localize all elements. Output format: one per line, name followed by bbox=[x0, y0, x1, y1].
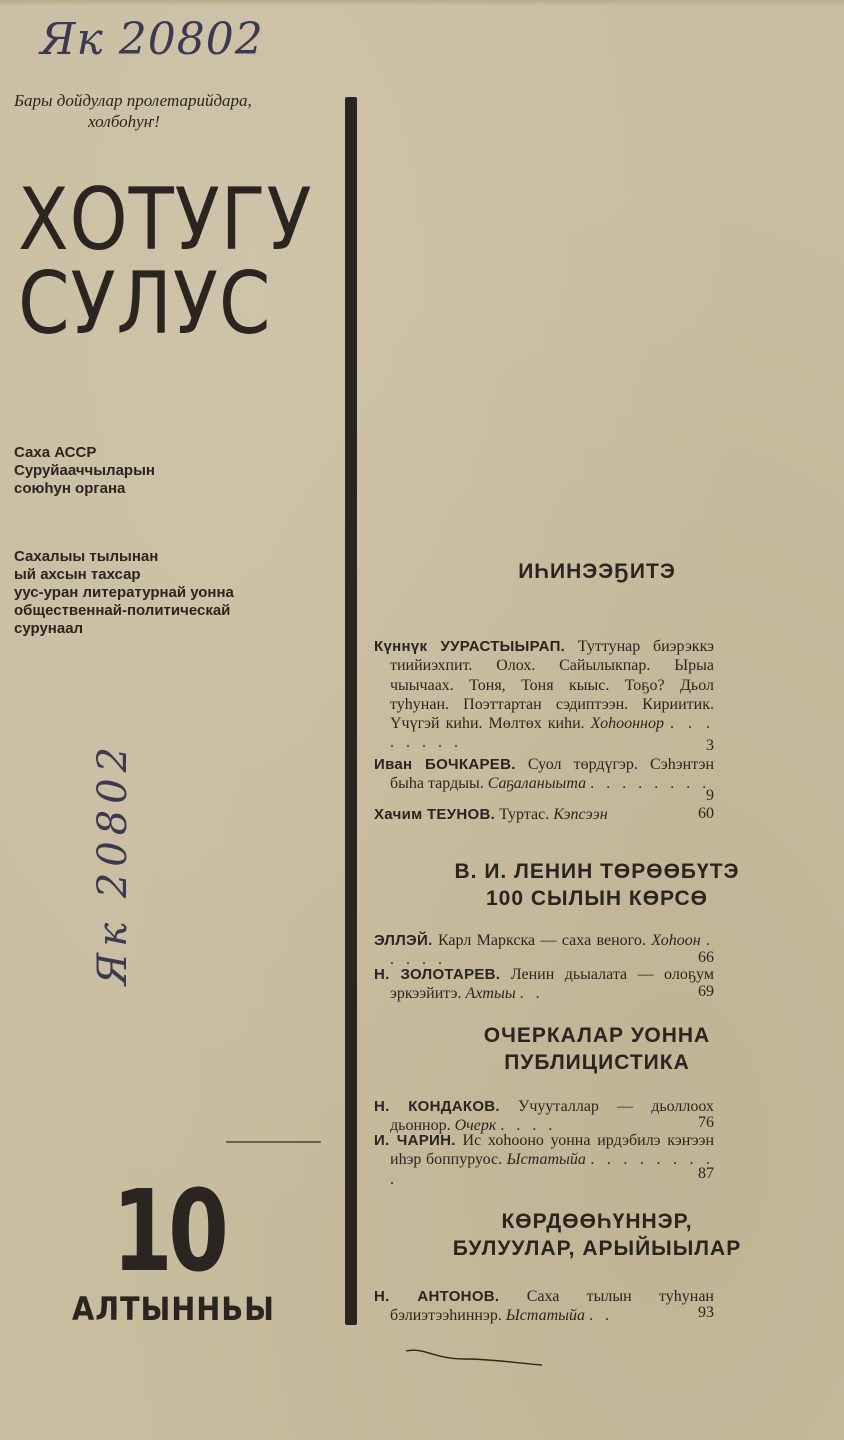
issue-number: 10 bbox=[112, 1167, 225, 1297]
description-line-3: уус-уран литературнай уонна bbox=[14, 584, 234, 601]
toc-heading-text: ИҺИНЭЭҔИТЭ bbox=[518, 560, 676, 583]
toc-entry-genre: Кэпсээн bbox=[553, 806, 608, 823]
magazine-title-line-1: ХОТУГУ bbox=[18, 170, 313, 270]
toc-entry-genre: Ахтыы bbox=[465, 985, 516, 1003]
toc-entry-text: Учууталлар — дьоллоох дьоннор. bbox=[390, 1098, 714, 1135]
toc-page-number: 93 bbox=[698, 1304, 714, 1321]
toc-entry-author: Н. КОНДАКОВ. bbox=[374, 1098, 500, 1115]
toc-entry-text: Ленин дьыалата — олоҕум эркээйитэ. bbox=[390, 966, 714, 1003]
description-line-5: сурунаал bbox=[14, 620, 84, 637]
toc-page-number: 9 bbox=[706, 787, 714, 804]
section-heading-line-2: ПУБЛИЦИСТИКА bbox=[504, 1051, 690, 1074]
toc-entry-body: Н. ЗОЛОТАРЕВ. Ленин дьыалата — олоҕум эркээйитэ. Ахтыы . . bbox=[374, 966, 714, 1003]
divider-dash bbox=[226, 1141, 321, 1143]
toc-page-number: 3 bbox=[706, 737, 714, 754]
toc-entry bbox=[374, 637, 714, 753]
section-heading-line-2: БУЛУУЛАР, АРЫЙЫЫЛАР bbox=[452, 1237, 742, 1260]
toc-entry-author: Н. АНТОНОВ. bbox=[374, 1288, 500, 1305]
paper-edge bbox=[0, 0, 844, 6]
toc-entry-genre: Саҕаланыыта bbox=[487, 775, 587, 793]
toc-entry-text: Туттунар биэрэккэ тиийиэхпит. Олох. Сайылыкпар. Ырыа чыычаах. Тоня, Тоня кыыс. Тоҕо? Дьол туһунан. Поэттартан сэдиптээн. Кириитик. Үчүгэй киһи. Мөлтөх киһи. bbox=[390, 638, 715, 733]
publisher-block bbox=[14, 444, 314, 498]
toc-entry-body bbox=[374, 805, 714, 824]
slogan bbox=[14, 90, 314, 132]
toc-entry-author: Хачим ТЕУНОВ. bbox=[374, 806, 496, 823]
toc-entry bbox=[374, 965, 714, 1004]
toc-entry-body: Н. КОНДАКОВ. Учууталлар — дьоллоох дьоннор. Очерк . . . . bbox=[374, 1098, 714, 1135]
toc-page-number: 87 bbox=[698, 1165, 714, 1182]
toc-entry-text: Ис хоһооно уонна ирдэбилэ кэҥээн иһэр боппуруос. bbox=[390, 1132, 715, 1169]
toc-entry-body: Күннүк УУРАСТЫЫРАП. Туттунар биэрэккэ тиийиэхпит. Олох. Сайылыкпар. Ырыа чыычаах. Тоня, Тоня кыыс. Тоҕо? Дьол туһунан. Поэттартан сэдиптээн. Кириитик. Үчүгэй киһи. Мөлтөх киһи. Хоһооннор . . . . . . . . bbox=[374, 638, 715, 752]
section-heading-line-1: КӨРДӨӨҺҮННЭР, bbox=[501, 1210, 693, 1233]
toc-entry-author: Иван БОЧКАРЕВ. bbox=[374, 756, 516, 773]
section-heading-reviews bbox=[362, 1208, 832, 1262]
toc-entry-text: Саха тылын туһунан бэлиэтээһиннэр. bbox=[390, 1288, 714, 1325]
section-heading-line-1: ОЧЕРКАЛАР УОННА bbox=[483, 1024, 711, 1047]
toc-entry bbox=[374, 1097, 714, 1136]
toc-entry-text: Карл Маркска — саха веного. bbox=[437, 932, 646, 949]
publisher-line-3: союһун органа bbox=[14, 480, 126, 497]
description-line-1: Сахалыы тылынан bbox=[14, 548, 159, 565]
toc-entry bbox=[374, 1131, 714, 1189]
publisher-line-2: Суруйааччыларын bbox=[14, 462, 155, 479]
section-heading-lenin bbox=[362, 858, 832, 912]
archive-number-handwritten: Як 20802 bbox=[40, 14, 264, 65]
toc-entry-body: Н. АНТОНОВ. Саха тылын туһунан бэлиэтээһиннэр. Ыстатыйа . . bbox=[374, 1288, 714, 1325]
toc-entry-author: И. ЧАРИН. bbox=[374, 1132, 456, 1149]
toc-heading bbox=[362, 558, 832, 585]
section-heading-line-2: 100 СЫЛЫН КӨРСӨ bbox=[485, 887, 709, 910]
toc-entry-author: Күннүк УУРАСТЫЫРАП. bbox=[374, 638, 566, 655]
slogan-line-2: холбоһуҥ! bbox=[88, 112, 160, 131]
section-heading-line-1: В. И. ЛЕНИН ТӨРӨӨБҮТЭ bbox=[454, 860, 740, 883]
toc-entry-genre: Хоһоон bbox=[651, 932, 701, 949]
toc-entry-text: Туртас. bbox=[499, 806, 550, 823]
toc-entry-genre: Ыстатыйа bbox=[505, 1307, 586, 1325]
magazine-title bbox=[18, 170, 313, 354]
magazine-description bbox=[14, 548, 334, 638]
toc-entry-body: Иван БОЧКАРЕВ. Суол төрдүгэр. Сэһэнтэн быһа тардыы. Саҕаланыыта . . . . . . . . bbox=[374, 756, 715, 793]
toc-page-number: 66 bbox=[698, 949, 714, 966]
toc-entry bbox=[374, 755, 714, 794]
toc-entry-genre: Ыстатыйа bbox=[506, 1151, 586, 1169]
section-heading-essays bbox=[362, 1022, 832, 1076]
ornament-flourish bbox=[404, 1345, 544, 1369]
description-line-2: ый ахсын тахсар bbox=[14, 566, 141, 583]
toc-entry-body: И. ЧАРИН. Ис хоһооно уонна ирдэбилэ кэҥээн иһэр боппуруос. Ыстатыйа . . . . . . . . . bbox=[374, 1132, 715, 1188]
toc-entry-text: Суол төрдүгэр. Сэһэнтэн быһа тардыы. bbox=[390, 756, 715, 793]
publisher-line-1: Саха АССР bbox=[14, 444, 97, 461]
toc-entry bbox=[374, 805, 714, 824]
toc-page-number: 76 bbox=[698, 1114, 714, 1131]
magazine-title-line-2: СУЛУС bbox=[18, 254, 272, 354]
archive-number-vertical: Як 20802 bbox=[90, 740, 136, 986]
toc-entry bbox=[374, 1287, 714, 1326]
toc-entry-author: Н. ЗОЛОТАРЕВ. bbox=[374, 966, 501, 983]
toc-page-number: 69 bbox=[698, 983, 714, 1000]
toc-page-number: 60 bbox=[698, 805, 714, 822]
slogan-line-1: Бары дойдулар пролетарийдара, bbox=[14, 91, 252, 110]
toc-entry-genre: Хоһооннор bbox=[590, 715, 664, 733]
toc-entry-body: ЭЛЛЭЙ. Карл Маркска — саха веного. Хоһоон . . . . . bbox=[374, 932, 715, 969]
description-line-4: общественнай-политическай bbox=[14, 602, 231, 619]
vertical-rule bbox=[345, 97, 357, 1325]
toc-entry-author: ЭЛЛЭЙ. bbox=[374, 932, 433, 949]
price-label: АЛТЫННЬЫ bbox=[72, 1290, 275, 1328]
toc-entry bbox=[374, 931, 714, 970]
toc-entry-genre: Очерк bbox=[454, 1117, 497, 1135]
